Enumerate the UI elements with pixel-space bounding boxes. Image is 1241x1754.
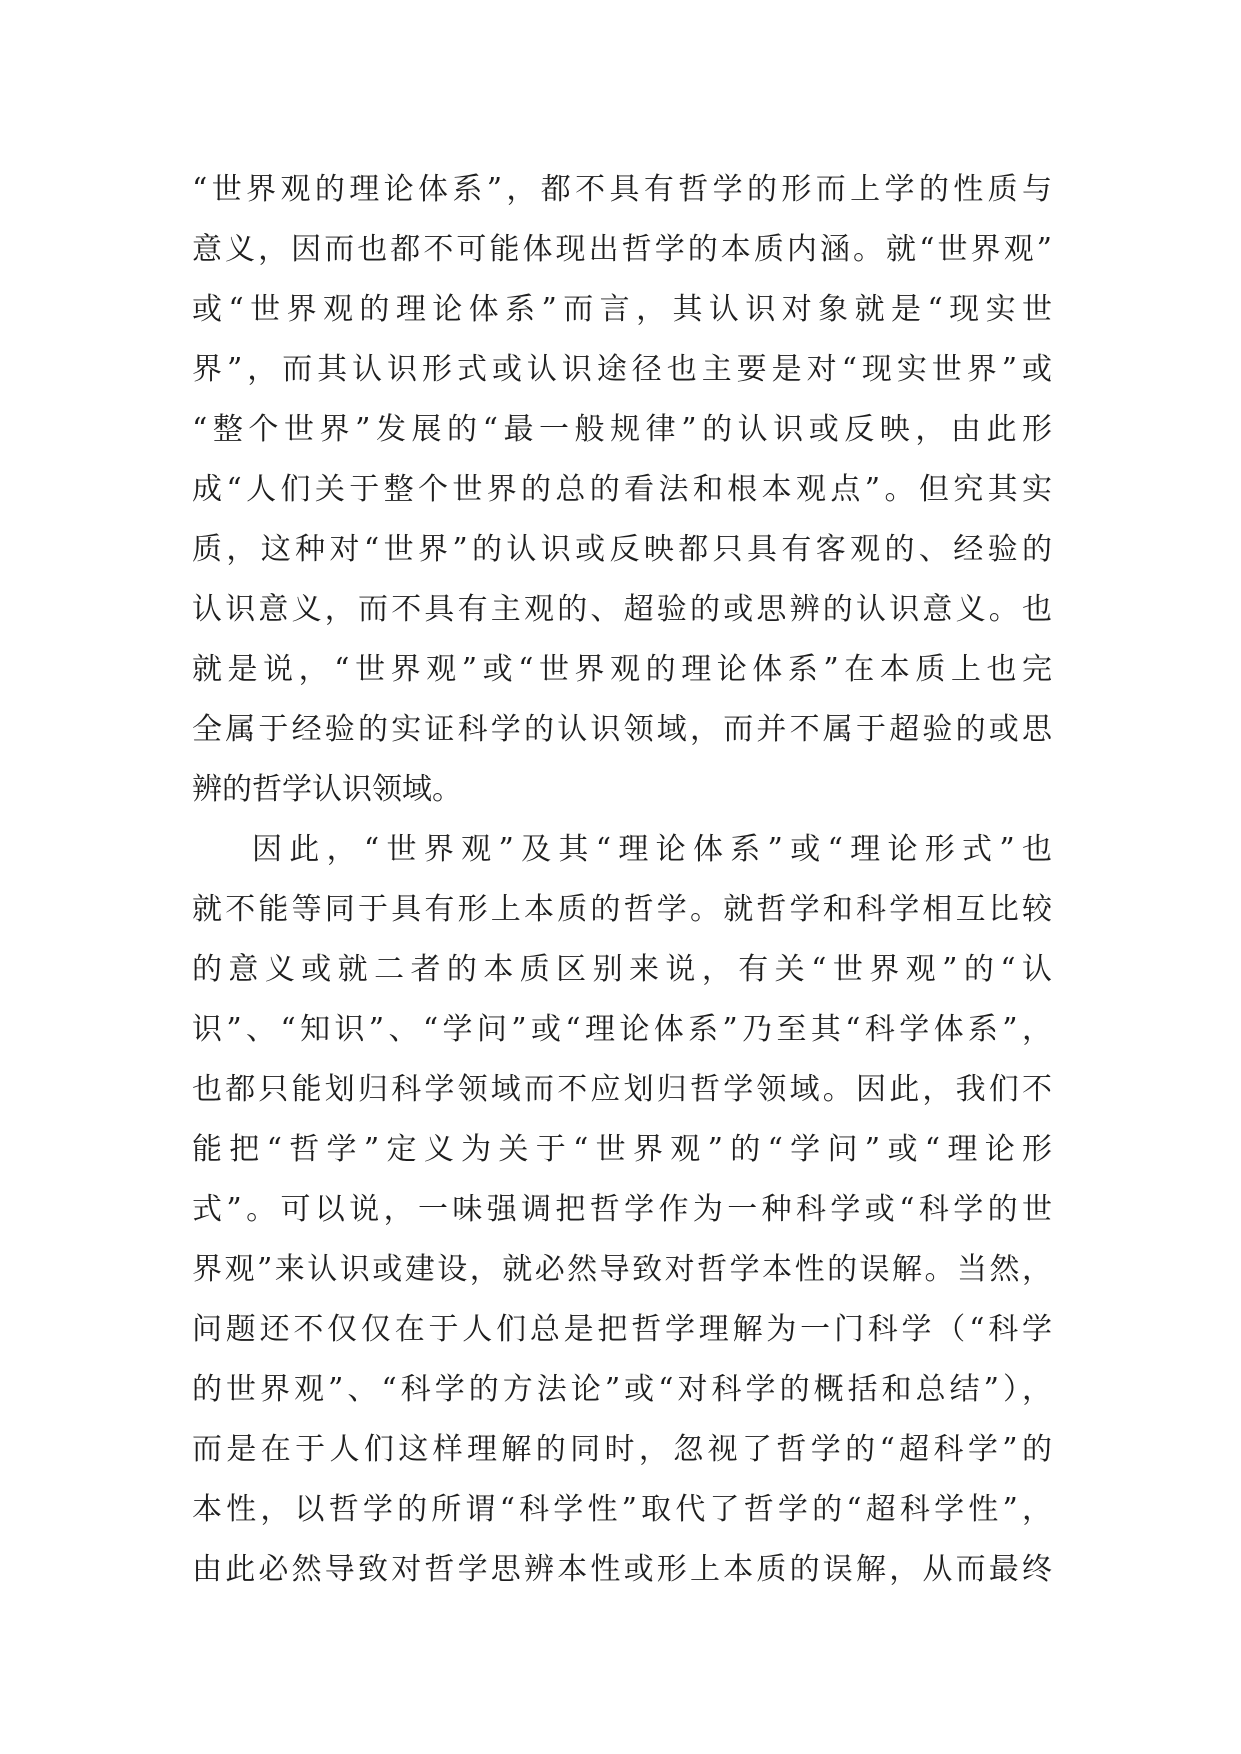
- text-line: 本性，以哲学的所谓“科学性”取代了哲学的“超科学性”，: [192, 1492, 1052, 1527]
- text-line: 辨的哲学认识领域。: [192, 772, 462, 807]
- paragraph: [192, 160, 1052, 820]
- text-line: 问题还不仅仅在于人们总是把哲学理解为一门科学（“科学: [192, 1312, 1052, 1347]
- text-line: 就是说，“世界观”或“世界观的理论体系”在本质上也完: [192, 652, 1052, 687]
- text-line: 由此必然导致对哲学思辨本性或形上本质的误解，从而最终: [192, 1552, 1052, 1587]
- text-line: 就不能等同于具有形上本质的哲学。就哲学和科学相互比较: [192, 892, 1052, 927]
- text-line: 意义，因而也都不可能体现出哲学的本质内涵。就“世界观”: [192, 232, 1052, 267]
- text-line: 全属于经验的实证科学的认识领域，而并不属于超验的或思: [192, 712, 1052, 747]
- text-line: 成“人们关于整个世界的总的看法和根本观点”。但究其实: [192, 472, 1052, 507]
- text-line: 界”，而其认识形式或认识途径也主要是对“现实世界”或: [192, 352, 1052, 387]
- text-line: 质，这种对“世界”的认识或反映都只具有客观的、经验的: [192, 532, 1052, 567]
- text-line: 能把“哲学”定义为关于“世界观”的“学问”或“理论形: [192, 1132, 1052, 1167]
- text-line: “世界观的理论体系”，都不具有哲学的形而上学的性质与: [192, 172, 1052, 207]
- text-line: 认识意义，而不具有主观的、超验的或思辨的认识意义。也: [192, 592, 1052, 627]
- text-line: 的意义或就二者的本质区别来说，有关“世界观”的“认: [192, 952, 1052, 987]
- text-line: 界观”来认识或建设，就必然导致对哲学本性的误解。当然，: [192, 1252, 1052, 1287]
- body-text: [192, 160, 1052, 1600]
- text-line: 也都只能划归科学领域而不应划归哲学领域。因此，我们不: [192, 1072, 1052, 1107]
- text-line: 识”、“知识”、“学问”或“理论体系”乃至其“科学体系”，: [192, 1012, 1052, 1047]
- text-line: 或“世界观的理论体系”而言，其认识对象就是“现实世: [192, 292, 1052, 327]
- text-line: 因此，“世界观”及其“理论体系”或“理论形式”也: [252, 832, 1052, 867]
- text-line: “整个世界”发展的“最一般规律”的认识或反映，由此形: [192, 412, 1052, 447]
- text-line: 而是在于人们这样理解的同时，忽视了哲学的“超科学”的: [192, 1432, 1052, 1467]
- paragraph: [192, 820, 1052, 1600]
- text-line: 式”。可以说，一味强调把哲学作为一种科学或“科学的世: [192, 1192, 1052, 1227]
- text-line: 的世界观”、“科学的方法论”或“对科学的概括和总结”），: [192, 1372, 1052, 1407]
